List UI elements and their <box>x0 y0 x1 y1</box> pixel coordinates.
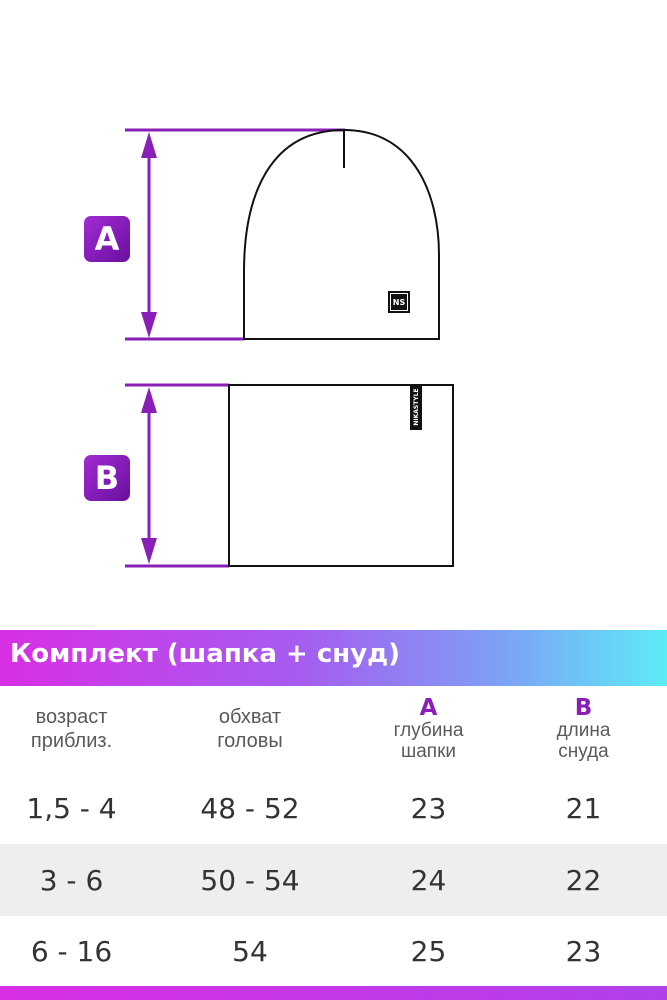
header-hat-line2: шапки <box>400 741 457 762</box>
snood-tag-text: NIKASTYLE <box>413 388 420 426</box>
table-header-row <box>0 686 667 772</box>
cell-snood-length: 22 <box>565 863 602 897</box>
cell-hat-depth: 23 <box>410 791 447 825</box>
table-title: Комплект (шапка + снуд) <box>10 639 401 669</box>
cell-snood-length: 21 <box>565 791 602 825</box>
badge-a: A <box>84 216 130 262</box>
header-age <box>0 686 143 772</box>
header-head-circumference <box>143 686 357 772</box>
b-arrow-up <box>141 387 157 413</box>
cell-age: 3 - 6 <box>39 863 104 897</box>
cell-hat-depth: 24 <box>410 863 447 897</box>
title-bar <box>0 630 667 686</box>
cell-head: 50 - 54 <box>200 863 300 897</box>
hat-logo-text: NS <box>392 298 406 307</box>
bottom-accent-bar <box>0 986 667 1000</box>
header-hat-line1: глубина <box>393 720 464 741</box>
header-age-line1: возраст <box>35 706 108 728</box>
header-hat-letter: A <box>419 695 438 721</box>
table-row <box>0 916 667 986</box>
header-snood-length <box>500 686 667 772</box>
header-hat-depth <box>357 686 500 772</box>
header-snood-line1: длина <box>556 720 611 741</box>
a-arrow-up <box>141 132 157 158</box>
a-arrow-down <box>141 312 157 338</box>
header-age-line2: приблиз. <box>30 730 113 752</box>
cell-hat-depth: 25 <box>410 934 447 968</box>
table-row <box>0 772 667 844</box>
header-head-line2: головы <box>217 730 283 752</box>
table-row <box>0 844 667 916</box>
badge-b: B <box>84 455 130 501</box>
cell-head: 48 - 52 <box>200 791 300 825</box>
header-snood-letter: B <box>574 695 593 721</box>
cell-head: 54 <box>232 934 268 968</box>
cell-age: 6 - 16 <box>30 934 113 968</box>
header-head-line1: обхват <box>218 706 282 728</box>
cell-age: 1,5 - 4 <box>26 791 117 825</box>
b-arrow-down <box>141 538 157 564</box>
cell-snood-length: 23 <box>565 934 602 968</box>
header-snood-line2: снуда <box>558 741 609 762</box>
